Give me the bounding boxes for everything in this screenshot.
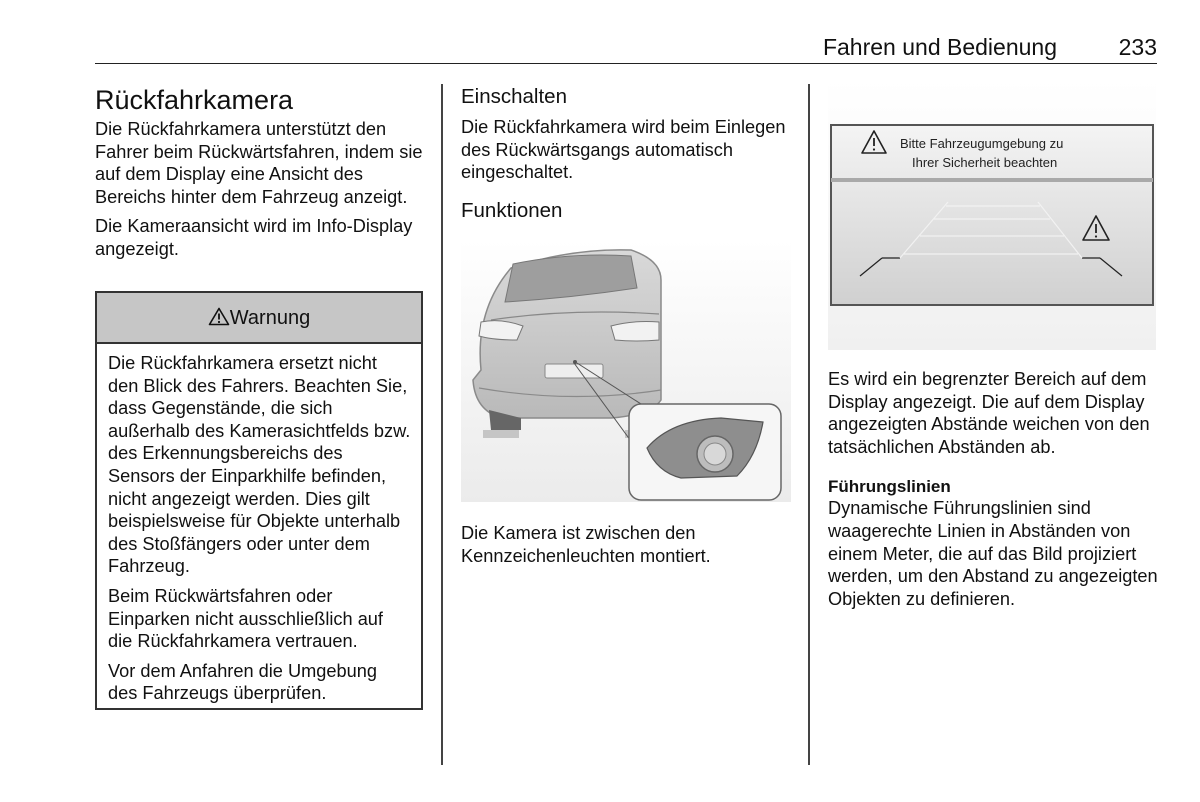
car-rear-camera-illustration — [461, 240, 791, 502]
guide-lines-paragraph: Dynamische Führungslinien sind waagerechte Linien in Abständen von einem Meter, die auf das Bild projiziert werden, um den Abstand zu angezeigten Objekten zu definieren. — [828, 498, 1158, 609]
heading-fuehrungslinien: Führungslinien — [828, 477, 951, 497]
warning-title: Warnung — [229, 307, 311, 329]
column-divider-2 — [808, 84, 810, 765]
warning-paragraph-3: Vor dem Anfahren die Umgebung des Fahrzeugs überprüfen. — [108, 660, 377, 704]
warning-body — [97, 344, 421, 705]
display-limit-paragraph: Es wird ein begrenzter Bereich auf dem Display angezeigt. Die auf dem Display angezeigten Abstände weichen von den tatsächlichen Abständen ab. — [828, 369, 1150, 457]
heading-einschalten: Einschalten — [461, 85, 567, 108]
warning-paragraph-2: Beim Rückwärtsfahren oder Einparken nicht ausschließlich auf die Rückfahrkamera vertrauen. — [108, 585, 383, 652]
einschalten-paragraph: Die Rückfahrkamera wird beim Einlegen des Rückwärtsgangs automatisch eingeschaltet. — [461, 117, 786, 183]
camera-caption: Die Kamera ist zwischen den Kennzeichenleuchten montiert. — [461, 523, 711, 566]
intro-paragraph: Die Rückfahrkamera unterstützt den Fahrer beim Rückwärtsfahren, indem sie auf dem Display eine Ansicht des Bereichs hinter dem Fahrzeug anzeigt. — [95, 119, 423, 207]
rear-view-display — [830, 124, 1154, 306]
warning-box — [95, 291, 423, 710]
figure-caption-block — [461, 522, 791, 574]
column-divider-1 — [441, 84, 443, 765]
page-title: Rückfahrkamera — [95, 85, 294, 115]
display-message-line-2: Ihrer Sicherheit beachten — [912, 155, 1058, 170]
warning-header — [97, 293, 421, 344]
column-2 — [461, 84, 791, 230]
display-message-line-1: Bitte Fahrzeugumgebung zu — [900, 136, 1064, 151]
display-paragraph: Die Kameraansicht wird im Info-Display angezeigt. — [95, 216, 413, 259]
page-number: 233 — [1118, 34, 1157, 60]
column-3 — [828, 368, 1158, 617]
warning-triangle-icon — [208, 307, 230, 326]
page-header — [95, 30, 1157, 64]
heading-funktionen: Funktionen — [461, 198, 563, 222]
section-title: Fahren und Bedienung — [822, 34, 1057, 60]
warning-paragraph-1: Die Rückfahrkamera ersetzt nicht den Blick des Fahrers. Beachten Sie, dass Gegenstände, die sich außerhalb des Kamerasichtfelds bzw. des Erkennungsbereichs des Sensors der Einparkhilfe befinden, nicht angezeigt werden. Dies gilt beispielsweise für Objekte unterhalb des Stoßfängers oder unter dem Fahrzeug. — [108, 353, 411, 577]
column-1 — [95, 84, 431, 268]
